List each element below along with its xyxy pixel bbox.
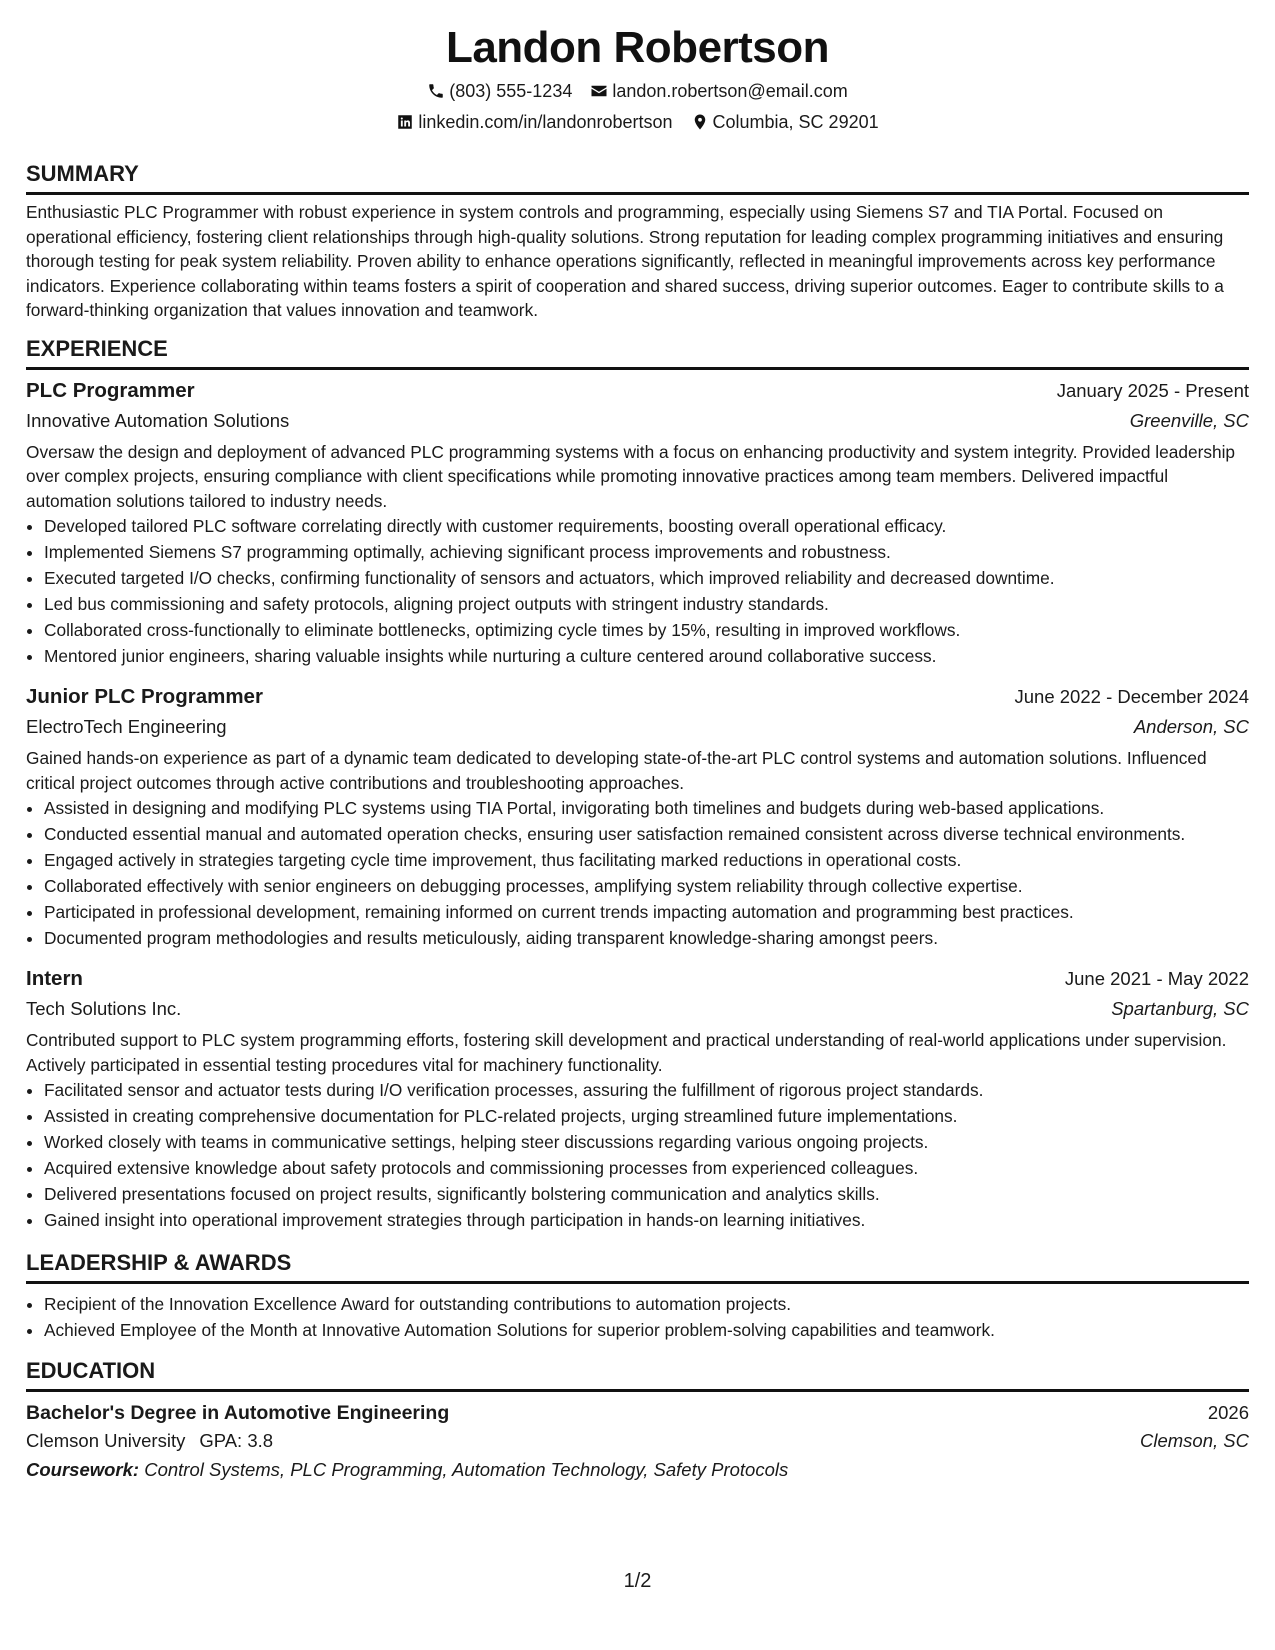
degree-name: Bachelor's Degree in Automotive Engineering: [26, 1402, 450, 1424]
job-description: Oversaw the design and deployment of advanced PLC programming systems with a focus on enhancing productivity and system integrity. Provided leadership over complex projects, ensuring compliance with client specifications while promoting innovative practices among team members. Delivered impactful automation solutions tailored to industry needs.: [26, 441, 1236, 511]
bullet-item: • Assisted in creating comprehensive documentation for PLC-related projects, urging streamlined future implementations.: [44, 1104, 1249, 1128]
coursework-label: Coursework:: [26, 1459, 140, 1480]
bullet-item: • Documented program methodologies and results meticulously, aiding transparent knowledge-sharing amongst peers.: [44, 926, 1249, 950]
bullet-item: • Engaged actively in strategies targeting cycle time improvement, thus facilitating marked reductions in operational costs.: [44, 848, 1249, 872]
bullet-item: • Facilitated sensor and actuator tests during I/O verification processes, assuring the fulfillment of rigorous project standards.: [44, 1078, 1249, 1102]
school-location: Clemson, SC: [1140, 1430, 1249, 1451]
contact-line-2: [26, 111, 1249, 133]
bullet-item: • Delivered presentations focused on project results, significantly bolstering communication and analytics skills.: [44, 1182, 1249, 1206]
bullet-item: • Conducted essential manual and automated operation checks, ensuring user satisfaction remained consistent across diverse technical environments.: [44, 822, 1249, 846]
linkedin-contact: [396, 111, 672, 133]
coursework: [26, 1455, 1249, 1485]
bullet-item: • Participated in professional development, remaining informed on current trends impacting automation and programming best practices.: [44, 900, 1249, 924]
job-dates: June 2021 - May 2022: [1064, 968, 1249, 989]
envelope-icon: [590, 82, 608, 100]
job-entry: [26, 377, 1249, 669]
section-title-education: EDUCATION: [26, 1358, 1249, 1392]
summary-text: Enthusiastic PLC Programmer with robust experience in system controls and programming, especially using Siemens S7 and TIA Portal. Focused on operational efficiency, fostering client relationships through high-quality solutions. Strong reputation for leading complex programming initiatives and ensuring thorough testing for peak system reliability. Proven ability to enhance operations significantly, reflected in meaningful improvements across key performance indicators. Experience collaborating within teams fosters a spirit of cooperation and shared success, driving superior outcomes. Eager to contribute skills to a forward-thinking organization that values innovation and teamwork.: [26, 202, 1224, 320]
bullet-item: • Gained insight into operational improvement strategies through participation in hands-on learning initiatives.: [44, 1208, 1249, 1232]
bullet-item: • Assisted in designing and modifying PLC systems using TIA Portal, invigorating both timelines and budgets during web-based applications.: [44, 796, 1249, 820]
email-address[interactable]: landon.robertson@email.com: [612, 81, 848, 101]
bullet-item: • Implemented Siemens S7 programming optimally, achieving significant process improvements and robustness.: [44, 540, 1249, 564]
phone-icon: [427, 82, 445, 100]
bullet-item: • Led bus commissioning and safety protocols, aligning project outputs with stringent industry standards.: [44, 592, 1249, 616]
experience-section: [26, 336, 1249, 1233]
graduation-year: 2026: [1207, 1402, 1249, 1423]
bullet-item: • Executed targeted I/O checks, confirming functionality of sensors and actuators, which improved reliability and decreased downtime.: [44, 566, 1249, 590]
location-contact: [691, 111, 879, 133]
bullet-item: • Collaborated effectively with senior engineers on debugging processes, amplifying system reliability through collective expertise.: [44, 874, 1249, 898]
home-location: Columbia, SC 29201: [712, 112, 879, 132]
email-contact: [590, 80, 847, 102]
job-title: PLC Programmer: [26, 378, 195, 402]
job-title: Intern: [26, 967, 83, 990]
section-title-experience: EXPERIENCE: [26, 336, 1249, 370]
bullet-item: • Recipient of the Innovation Excellence Award for outstanding contributions to automation projects.: [44, 1292, 1249, 1316]
map-pin-icon: [691, 113, 709, 131]
company-name: ElectroTech Engineering: [26, 716, 227, 737]
summary-section: [26, 161, 1249, 323]
job-location: Greenville, SC: [1129, 409, 1249, 431]
gpa: GPA: 3.8: [199, 1430, 274, 1451]
bullet-item: • Acquired extensive knowledge about safety protocols and commissioning processes from experienced colleagues.: [44, 1156, 1249, 1180]
job-description: Contributed support to PLC system programming efforts, fostering skill development and practical understanding of real-world applications under supervision. Actively participated in essential testing procedures vital for machinery functionality.: [26, 1030, 1227, 1075]
job-bullets: [26, 796, 1249, 950]
contact-line-1: [26, 80, 1249, 102]
job-entry: [26, 965, 1249, 1232]
job-dates: June 2022 - December 2024: [1014, 686, 1249, 707]
coursework-list: Control Systems, PLC Programming, Automation Technology, Safety Protocols: [144, 1459, 789, 1480]
job-bullets: [26, 1078, 1249, 1232]
job-entry: [26, 683, 1249, 950]
job-location: Spartanburg, SC: [1111, 998, 1249, 1019]
job-description: Gained hands-on experience as part of a dynamic team dedicated to developing state-of-the-art PLC control systems and automation solutions. Influenced critical project outcomes through active contributions and troubleshooting approaches.: [26, 748, 1207, 793]
bullet-item: • Achieved Employee of the Month at Innovative Automation Solutions for superior problem-solving capabilities and teamwork.: [44, 1318, 1249, 1342]
candidate-name: Landon Robertson: [445, 23, 830, 72]
school-line: [26, 1427, 273, 1455]
leadership-bullets: [26, 1292, 1249, 1342]
phone-contact: [427, 80, 572, 102]
phone-number[interactable]: (803) 555-1234: [449, 81, 573, 101]
school-name: Clemson University: [26, 1430, 186, 1451]
company-name: Innovative Automation Solutions: [26, 409, 290, 431]
job-bullets: [26, 514, 1249, 668]
section-title-summary: SUMMARY: [26, 161, 1249, 195]
leadership-section: [26, 1250, 1249, 1342]
resume-page: [26, 20, 1249, 1485]
linkedin-icon: [396, 113, 414, 131]
linkedin-url[interactable]: linkedin.com/in/landonrobertson: [418, 112, 673, 132]
job-dates: January 2025 - Present: [1056, 379, 1249, 401]
job-title: Junior PLC Programmer: [26, 685, 263, 708]
company-name: Tech Solutions Inc.: [26, 998, 182, 1019]
education-section: [26, 1358, 1249, 1485]
bullet-item: • Worked closely with teams in communicative settings, helping steer discussions regarding various ongoing projects.: [44, 1130, 1249, 1154]
bullet-item: • Mentored junior engineers, sharing valuable insights while nurturing a culture centered around collaborative success.: [44, 644, 1249, 668]
bullet-item: • Collaborated cross-functionally to eliminate bottlenecks, optimizing cycle times by 15%, resulting in improved workflows.: [44, 618, 1249, 642]
bullet-item: • Developed tailored PLC software correlating directly with customer requirements, boosting overall operational efficacy.: [44, 514, 1249, 538]
page-number: 1/2: [623, 1570, 652, 1592]
section-title-leadership: LEADERSHIP & AWARDS: [26, 1250, 1249, 1284]
job-location: Anderson, SC: [1133, 716, 1249, 737]
